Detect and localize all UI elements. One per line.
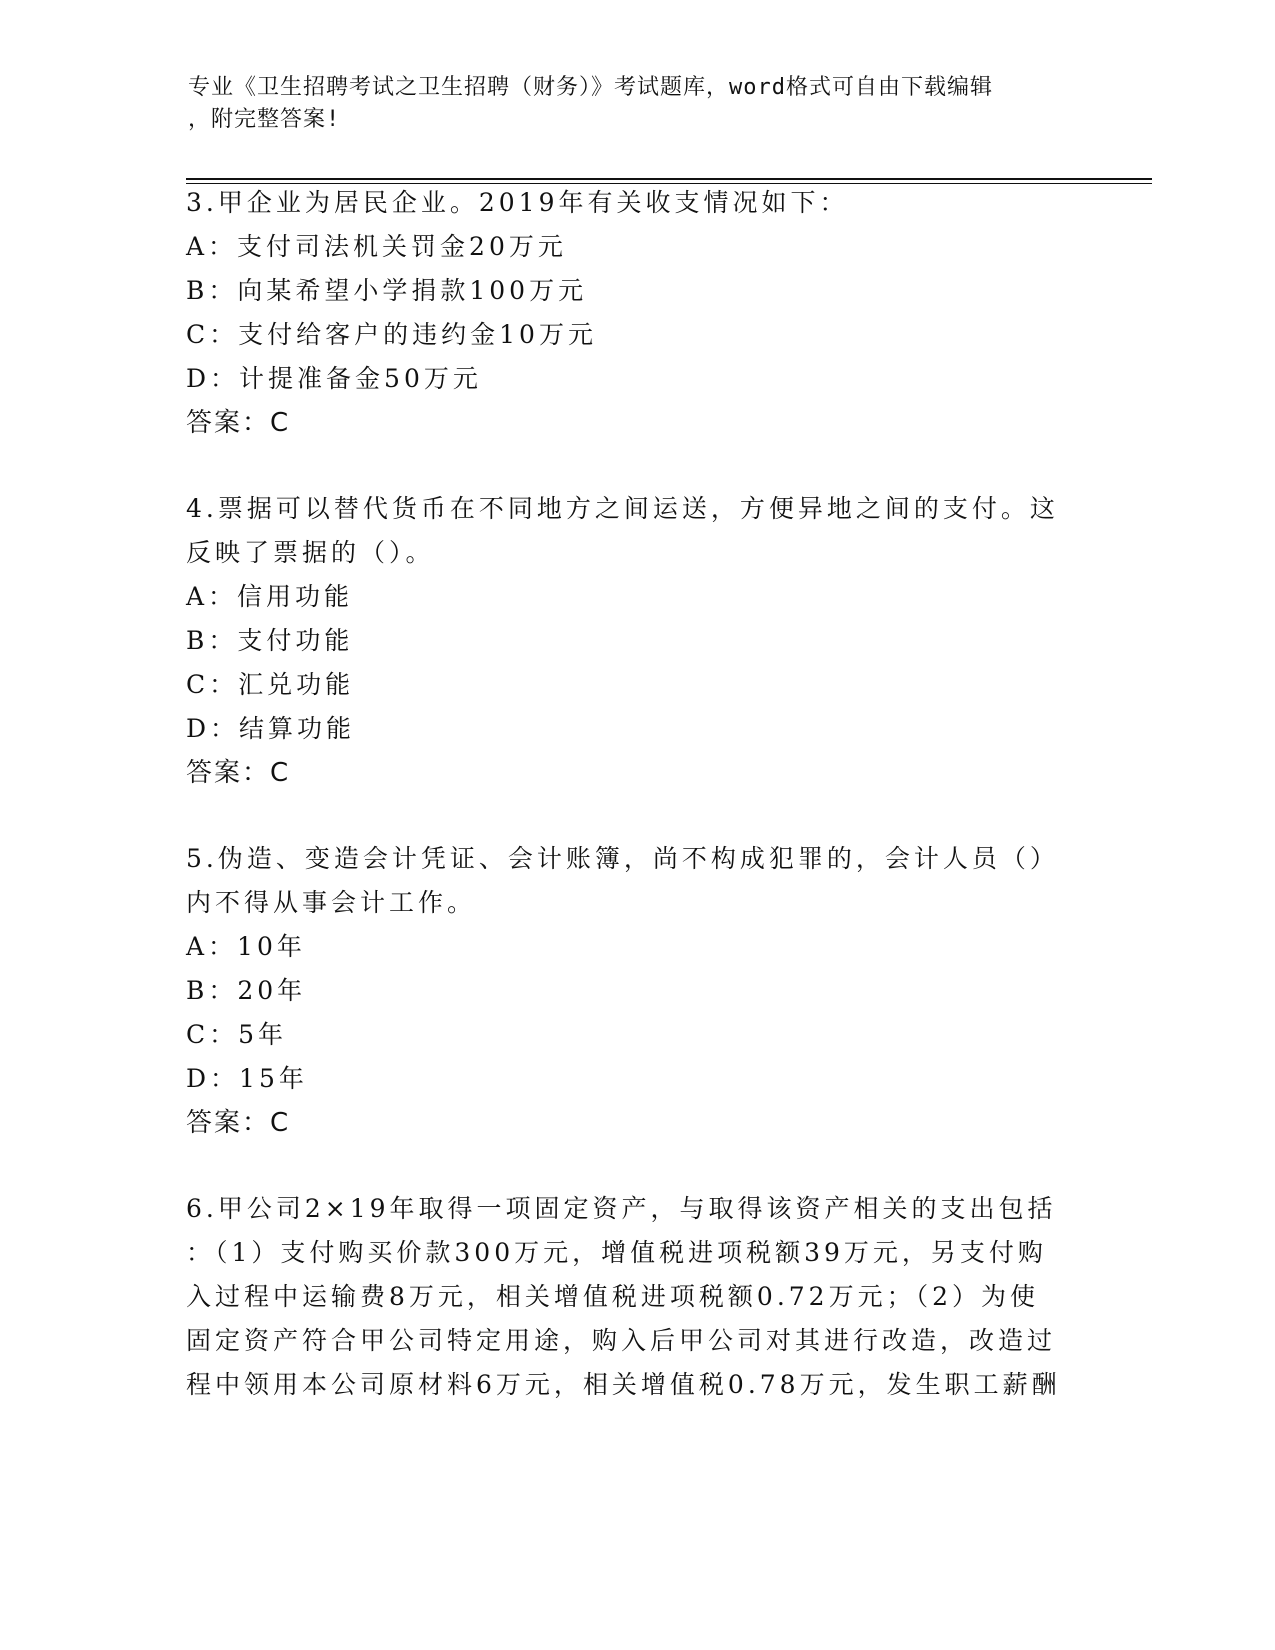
question-3-answer: 答案：C xyxy=(186,408,291,438)
question-5-stem-line-2: 内不得从事会计工作。 xyxy=(186,888,477,917)
question-6-stem-line-1: 6.甲公司2×19年取得一项固定资产，与取得该资产相关的支出包括 xyxy=(186,1194,1057,1223)
question-3-option-c: C：支付给客户的违约金10万元 xyxy=(186,320,597,349)
question-4-answer: 答案：C xyxy=(186,758,291,788)
question-5-stem-line-1: 5.伪造、变造会计凭证、会计账簿，尚不构成犯罪的，会计人员（） xyxy=(186,844,1059,873)
question-3-stem-line-1: 3.甲企业为居民企业。2019年有关收支情况如下： xyxy=(186,188,849,217)
question-4-stem-line-1: 4.票据可以替代货币在不同地方之间运送，方便异地之间的支付。这 xyxy=(186,494,1059,523)
header-line-2: ，附完整答案! xyxy=(188,107,341,132)
question-4-option-a: A：信用功能 xyxy=(186,582,354,611)
question-5-option-d: D：15年 xyxy=(186,1064,308,1093)
question-6-stem-line-3: 入过程中运输费8万元，相关增值税进项税额0.72万元；（2）为使 xyxy=(186,1282,1039,1311)
question-5-option-c: C：5年 xyxy=(186,1020,288,1049)
question-6-stem-line-2: ：（1）支付购买价款300万元，增值税进项税额39万元，另支付购 xyxy=(186,1238,1047,1267)
question-3-option-b: B：向某希望小学捐款100万元 xyxy=(186,276,588,305)
header-divider-thick xyxy=(186,178,1152,180)
question-4-option-b: B：支付功能 xyxy=(186,626,354,655)
question-4-stem-line-2: 反映了票据的（）。 xyxy=(186,538,435,567)
question-3-option-d: D：计提准备金50万元 xyxy=(186,364,482,393)
document-header xyxy=(188,72,1088,136)
question-3-option-a: A：支付司法机关罚金20万元 xyxy=(186,232,567,261)
question-5-option-a: A：10年 xyxy=(186,932,306,961)
question-5-answer: 答案：C xyxy=(186,1108,291,1138)
question-6-stem-line-5: 程中领用本公司原材料6万元，相关增值税0.78万元，发生职工薪酬 xyxy=(186,1370,1061,1399)
question-4-option-d: D：结算功能 xyxy=(186,714,356,743)
question-4-option-c: C：汇兑功能 xyxy=(186,670,355,699)
header-line-1: 专业《卫生招聘考试之卫生招聘（财务）》考试题库，word格式可自由下载编辑 xyxy=(188,75,993,100)
header-divider-thin xyxy=(186,183,1152,184)
question-5-option-b: B：20年 xyxy=(186,976,307,1005)
question-6-stem-line-4: 固定资产符合甲公司特定用途，购入后甲公司对其进行改造，改造过 xyxy=(186,1326,1057,1355)
